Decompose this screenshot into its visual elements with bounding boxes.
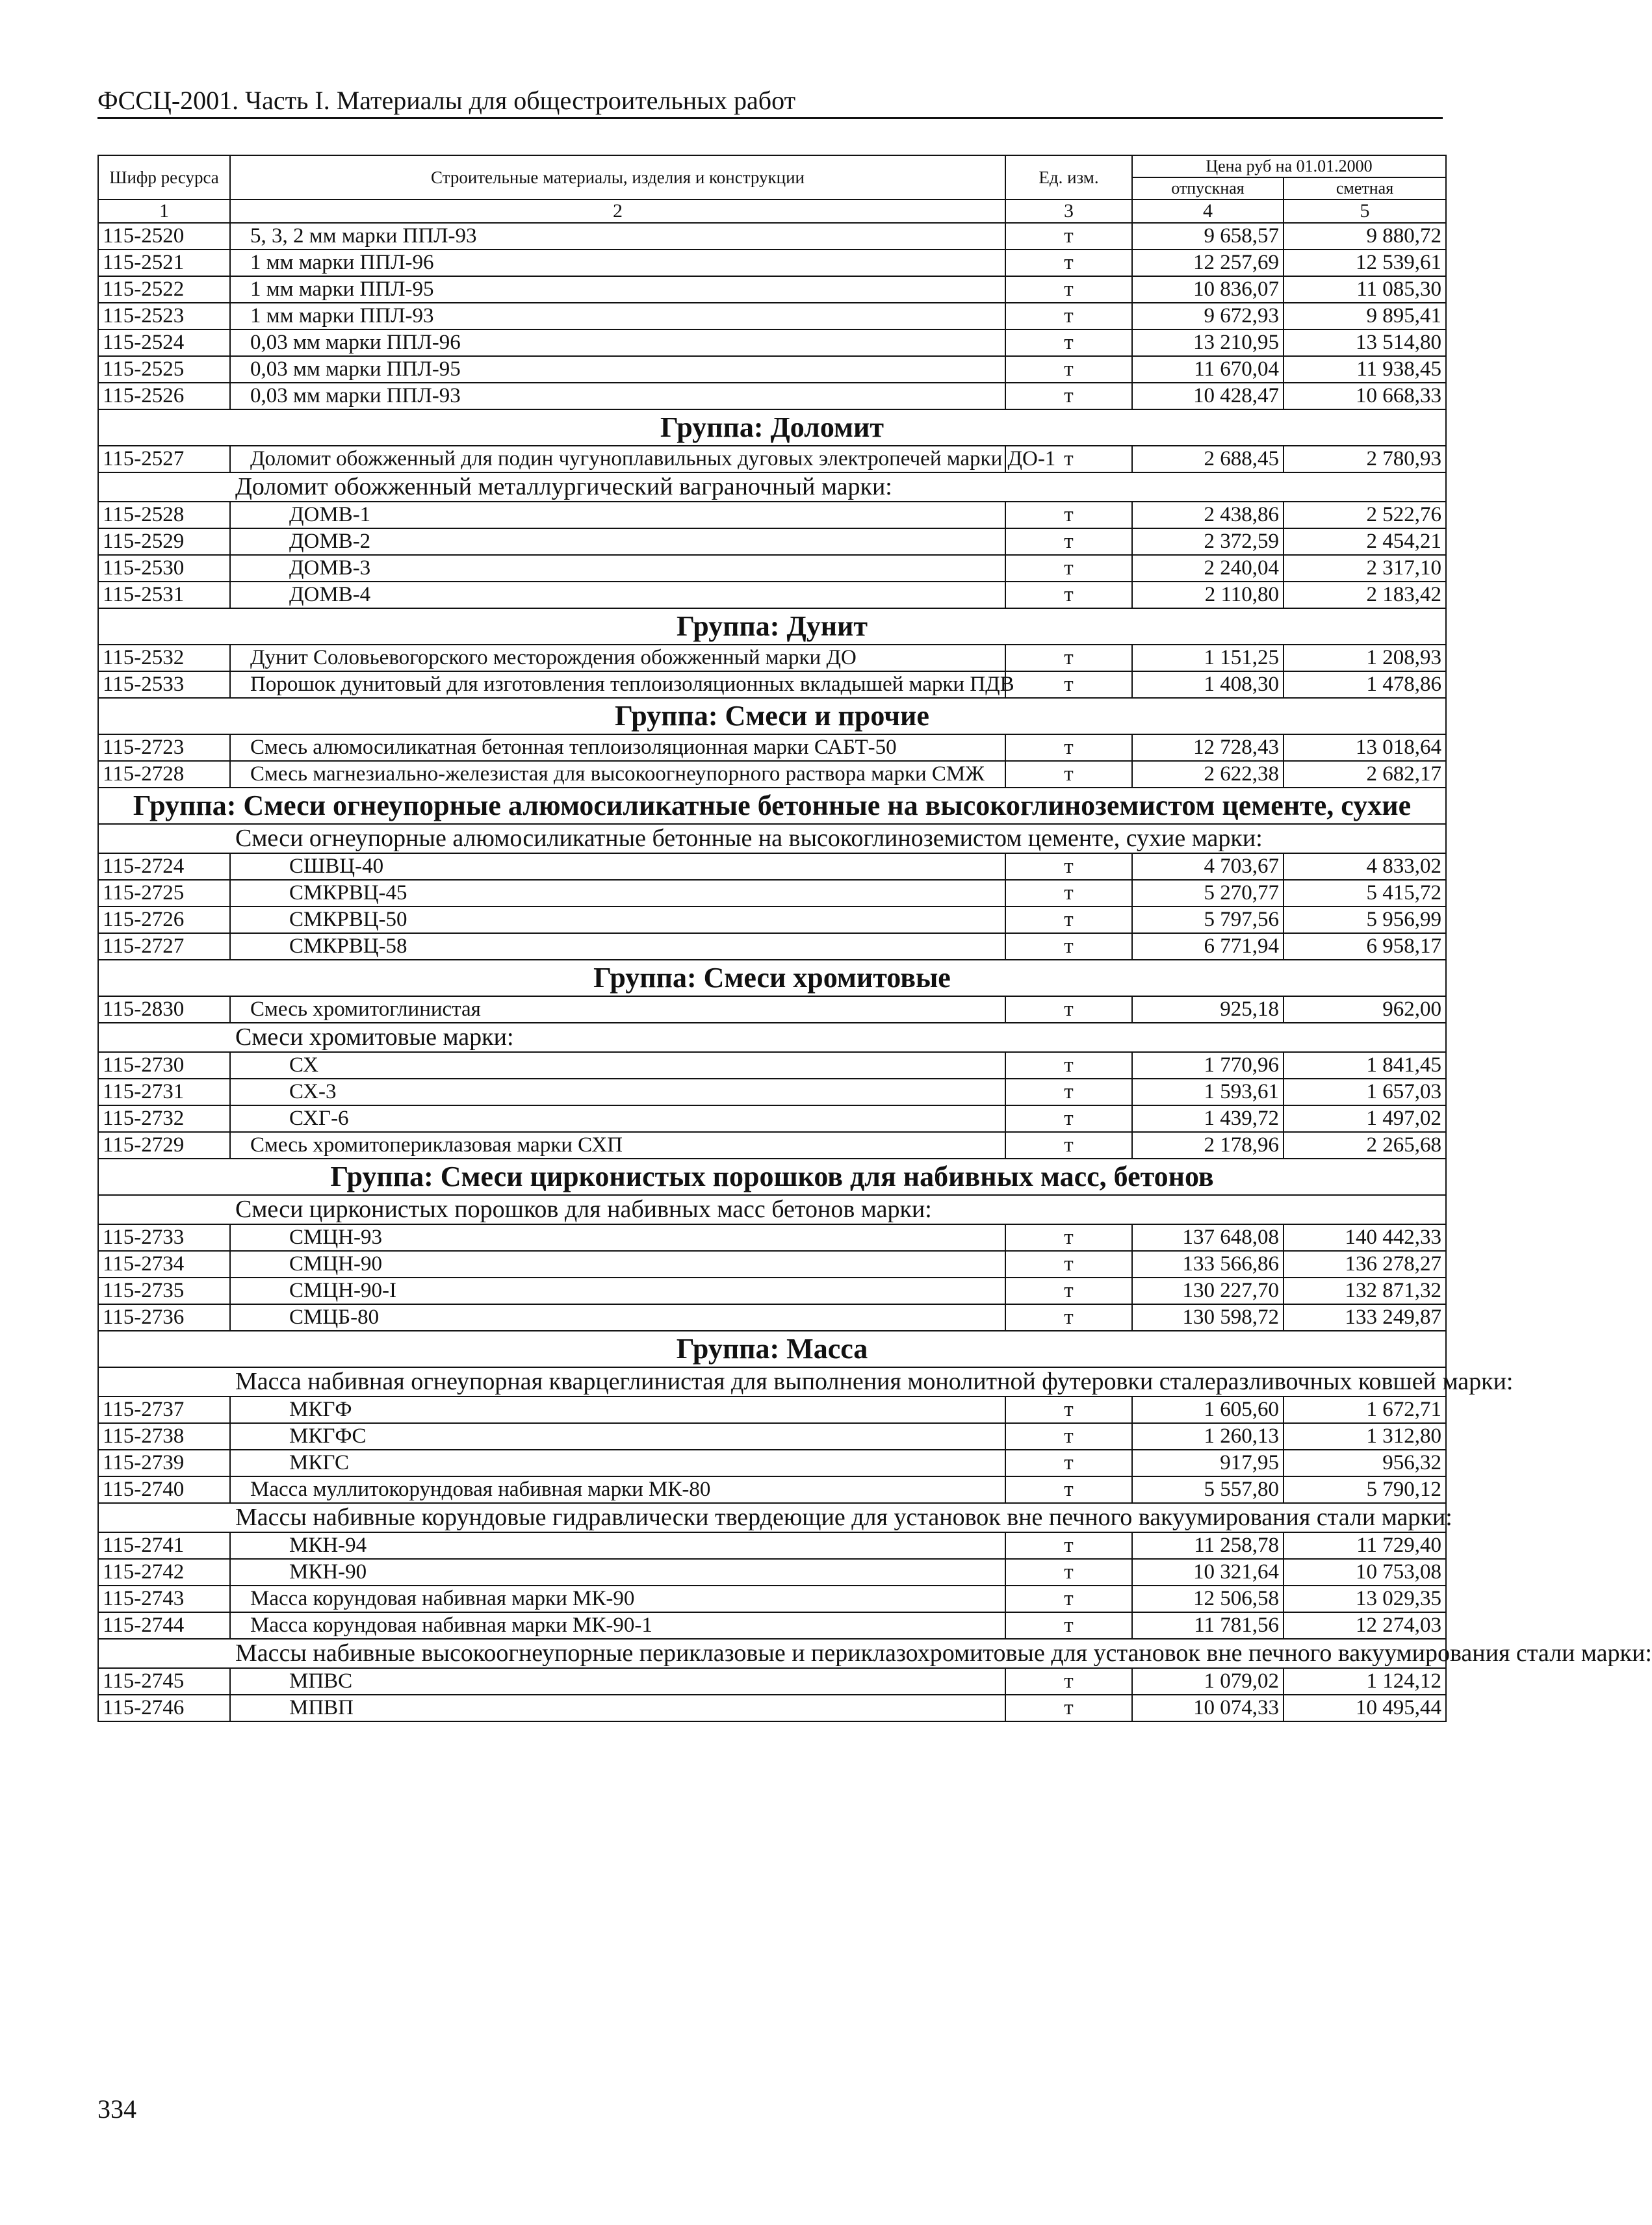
price-release: 10 836,07 — [1132, 276, 1284, 303]
unit-of-measure: т — [1005, 1396, 1132, 1423]
unit-of-measure: т — [1005, 1304, 1132, 1331]
resource-code: 115-2530 — [98, 555, 230, 582]
col-header-price-estimate: сметная — [1284, 177, 1446, 199]
col-header-unit: Ед. изм. — [1005, 155, 1132, 199]
resource-code: 115-2520 — [98, 223, 230, 250]
table-row — [98, 329, 1446, 356]
price-release: 1 439,72 — [1132, 1105, 1284, 1132]
material-name: Масса корундовая набивная марки МК-90 — [230, 1586, 1005, 1612]
material-name: Смесь магнезиально-железистая для высокоогнеупорного раствора марки СМЖ — [230, 761, 1005, 788]
resource-code: 115-2738 — [98, 1423, 230, 1450]
resource-code: 115-2737 — [98, 1396, 230, 1423]
page-number: 334 — [97, 2094, 136, 2124]
table-row — [98, 1251, 1446, 1278]
group-title: Группа: Смеси цирконистых порошков для набивных масс, бетонов — [98, 1159, 1446, 1195]
resource-code: 115-2531 — [98, 582, 230, 608]
price-estimate: 11 729,40 — [1284, 1532, 1446, 1559]
price-estimate: 132 871,32 — [1284, 1278, 1446, 1304]
price-estimate: 5 415,72 — [1284, 880, 1446, 907]
resource-code: 115-2830 — [98, 996, 230, 1023]
resource-code: 115-2731 — [98, 1079, 230, 1105]
material-name: Смесь хромитопериклазовая марки СХП — [230, 1132, 1005, 1159]
unit-of-measure: т — [1005, 1695, 1132, 1721]
unit-of-measure: т — [1005, 1586, 1132, 1612]
resource-code: 115-2521 — [98, 250, 230, 276]
price-release: 11 670,04 — [1132, 356, 1284, 383]
price-release: 10 428,47 — [1132, 383, 1284, 409]
table-row — [98, 1586, 1446, 1612]
resource-code: 115-2532 — [98, 645, 230, 671]
resource-code: 115-2746 — [98, 1695, 230, 1721]
table-row — [98, 1132, 1446, 1159]
subheading-text: Смеси хромитовые марки: — [230, 1023, 1446, 1052]
price-estimate: 2 780,93 — [1284, 446, 1446, 472]
price-release: 2 110,80 — [1132, 582, 1284, 608]
unit-of-measure: т — [1005, 933, 1132, 960]
resource-code: 115-2724 — [98, 853, 230, 880]
price-estimate: 2 265,68 — [1284, 1132, 1446, 1159]
material-name: МПВС — [230, 1668, 1005, 1695]
price-release: 1 770,96 — [1132, 1052, 1284, 1079]
unit-of-measure: т — [1005, 1612, 1132, 1639]
price-estimate: 1 124,12 — [1284, 1668, 1446, 1695]
table-row — [98, 383, 1446, 409]
table-row — [98, 1695, 1446, 1721]
price-estimate: 5 790,12 — [1284, 1476, 1446, 1503]
table-row — [98, 1450, 1446, 1476]
unit-of-measure: т — [1005, 671, 1132, 698]
price-release: 9 672,93 — [1132, 303, 1284, 329]
resource-code: 115-2527 — [98, 446, 230, 472]
table-row — [98, 1396, 1446, 1423]
subheading-row — [98, 472, 1446, 502]
material-name: СХГ-6 — [230, 1105, 1005, 1132]
unit-of-measure: т — [1005, 446, 1132, 472]
material-name: СМЦБ-80 — [230, 1304, 1005, 1331]
price-release: 2 438,86 — [1132, 502, 1284, 528]
resource-code: 115-2745 — [98, 1668, 230, 1695]
unit-of-measure: т — [1005, 1668, 1132, 1695]
subheading-row — [98, 1023, 1446, 1052]
material-name: Масса корундовая набивная марки МК-90-1 — [230, 1612, 1005, 1639]
material-name: 0,03 мм марки ППЛ-96 — [230, 329, 1005, 356]
price-estimate: 1 657,03 — [1284, 1079, 1446, 1105]
material-name: МПВП — [230, 1695, 1005, 1721]
price-release: 2 622,38 — [1132, 761, 1284, 788]
resource-code: 115-2742 — [98, 1559, 230, 1586]
price-estimate: 11 938,45 — [1284, 356, 1446, 383]
empty-cell — [98, 1023, 230, 1052]
col-number: 2 — [230, 199, 1005, 223]
unit-of-measure: т — [1005, 1132, 1132, 1159]
table-row — [98, 276, 1446, 303]
table-row — [98, 1079, 1446, 1105]
price-release: 1 408,30 — [1132, 671, 1284, 698]
price-release: 5 270,77 — [1132, 880, 1284, 907]
empty-cell — [98, 472, 230, 502]
table-row — [98, 1612, 1446, 1639]
price-estimate: 962,00 — [1284, 996, 1446, 1023]
price-estimate: 2 522,76 — [1284, 502, 1446, 528]
unit-of-measure: т — [1005, 1052, 1132, 1079]
price-release: 13 210,95 — [1132, 329, 1284, 356]
material-name: СШВЦ-40 — [230, 853, 1005, 880]
subheading-text: Массы набивные корундовые гидравлически твердеющие для установок вне печного вакуумирования стали марки: — [230, 1503, 1446, 1532]
empty-cell — [98, 1503, 230, 1532]
group-title: Группа: Дунит — [98, 608, 1446, 645]
resource-code: 115-2736 — [98, 1304, 230, 1331]
table-row — [98, 671, 1446, 698]
material-name: ДОМВ-4 — [230, 582, 1005, 608]
resource-code: 115-2739 — [98, 1450, 230, 1476]
resource-code: 115-2743 — [98, 1586, 230, 1612]
price-release: 2 178,96 — [1132, 1132, 1284, 1159]
unit-of-measure: т — [1005, 223, 1132, 250]
table-row — [98, 1559, 1446, 1586]
price-estimate: 136 278,27 — [1284, 1251, 1446, 1278]
resource-code: 115-2525 — [98, 356, 230, 383]
price-release: 11 258,78 — [1132, 1532, 1284, 1559]
table-row — [98, 761, 1446, 788]
table-row — [98, 223, 1446, 250]
material-name: СМЦН-90 — [230, 1251, 1005, 1278]
price-release: 11 781,56 — [1132, 1612, 1284, 1639]
price-estimate: 12 539,61 — [1284, 250, 1446, 276]
price-estimate: 133 249,87 — [1284, 1304, 1446, 1331]
price-estimate: 9 880,72 — [1284, 223, 1446, 250]
material-name: СМКРВЦ-50 — [230, 907, 1005, 933]
material-name: ДОМВ-2 — [230, 528, 1005, 555]
table-row — [98, 1668, 1446, 1695]
resource-code: 115-2741 — [98, 1532, 230, 1559]
group-header-row — [98, 608, 1446, 645]
table-row — [98, 582, 1446, 608]
resource-code: 115-2723 — [98, 734, 230, 761]
price-estimate: 13 018,64 — [1284, 734, 1446, 761]
resource-code: 115-2726 — [98, 907, 230, 933]
price-release: 133 566,86 — [1132, 1251, 1284, 1278]
material-name: МКГФ — [230, 1396, 1005, 1423]
table-row — [98, 1423, 1446, 1450]
table-row — [98, 645, 1446, 671]
price-estimate: 10 753,08 — [1284, 1559, 1446, 1586]
unit-of-measure: т — [1005, 907, 1132, 933]
table-row — [98, 933, 1446, 960]
material-name: Доломит обожженный для подин чугуноплавильных дуговых электропечей марки ДО-1 — [230, 446, 1005, 472]
price-release: 10 321,64 — [1132, 1559, 1284, 1586]
unit-of-measure: т — [1005, 1105, 1132, 1132]
material-name: Смесь хромитоглинистая — [230, 996, 1005, 1023]
material-name: 0,03 мм марки ППЛ-95 — [230, 356, 1005, 383]
table-row — [98, 907, 1446, 933]
table-row — [98, 250, 1446, 276]
material-name: СМКРВЦ-45 — [230, 880, 1005, 907]
unit-of-measure: т — [1005, 853, 1132, 880]
price-estimate: 1 497,02 — [1284, 1105, 1446, 1132]
price-release: 917,95 — [1132, 1450, 1284, 1476]
group-title: Группа: Смеси огнеупорные алюмосиликатные бетонные на высокоглиноземистом цементе, сухие — [98, 788, 1446, 824]
material-name: СХ — [230, 1052, 1005, 1079]
price-estimate: 140 442,33 — [1284, 1224, 1446, 1251]
unit-of-measure: т — [1005, 1476, 1132, 1503]
price-estimate: 1 208,93 — [1284, 645, 1446, 671]
material-name: Масса муллитокорундовая набивная марки МК-80 — [230, 1476, 1005, 1503]
material-name: СМКРВЦ-58 — [230, 933, 1005, 960]
unit-of-measure: т — [1005, 276, 1132, 303]
table-row — [98, 1278, 1446, 1304]
price-release: 12 728,43 — [1132, 734, 1284, 761]
price-estimate: 9 895,41 — [1284, 303, 1446, 329]
price-release: 10 074,33 — [1132, 1695, 1284, 1721]
resource-code: 115-2733 — [98, 1224, 230, 1251]
resource-code: 115-2523 — [98, 303, 230, 329]
material-name: 5, 3, 2 мм марки ППЛ-93 — [230, 223, 1005, 250]
price-release: 1 151,25 — [1132, 645, 1284, 671]
price-estimate: 4 833,02 — [1284, 853, 1446, 880]
table-row — [98, 356, 1446, 383]
material-name: МКН-94 — [230, 1532, 1005, 1559]
unit-of-measure: т — [1005, 356, 1132, 383]
price-estimate: 2 454,21 — [1284, 528, 1446, 555]
subheading-text: Смеси огнеупорные алюмосиликатные бетонные на высокоглиноземистом цементе, сухие марки: — [230, 824, 1446, 853]
price-release: 1 260,13 — [1132, 1423, 1284, 1450]
price-release: 130 598,72 — [1132, 1304, 1284, 1331]
table-header — [98, 155, 1446, 223]
material-name: Смесь алюмосиликатная бетонная теплоизоляционная марки САБТ-50 — [230, 734, 1005, 761]
resource-code: 115-2522 — [98, 276, 230, 303]
price-release: 1 079,02 — [1132, 1668, 1284, 1695]
subheading-row — [98, 1639, 1446, 1668]
table-row — [98, 1532, 1446, 1559]
price-estimate: 13 029,35 — [1284, 1586, 1446, 1612]
subheading-text: Массы набивные высокоогнеупорные периклазовые и периклазохромитовые для установок вне печного вакуумирования стали марки: — [230, 1639, 1446, 1668]
price-estimate: 1 672,71 — [1284, 1396, 1446, 1423]
table-row — [98, 1052, 1446, 1079]
table-row — [98, 528, 1446, 555]
unit-of-measure: т — [1005, 555, 1132, 582]
material-name: Дунит Соловьевогорского месторождения обожженный марки ДО — [230, 645, 1005, 671]
price-estimate: 2 317,10 — [1284, 555, 1446, 582]
price-release: 5 557,80 — [1132, 1476, 1284, 1503]
unit-of-measure: т — [1005, 383, 1132, 409]
col-number: 3 — [1005, 199, 1132, 223]
table-row — [98, 880, 1446, 907]
material-name: СМЦН-93 — [230, 1224, 1005, 1251]
resource-code: 115-2727 — [98, 933, 230, 960]
material-name: СХ-3 — [230, 1079, 1005, 1105]
price-table — [97, 155, 1652, 1722]
unit-of-measure: т — [1005, 1251, 1132, 1278]
unit-of-measure: т — [1005, 1423, 1132, 1450]
unit-of-measure: т — [1005, 996, 1132, 1023]
unit-of-measure: т — [1005, 645, 1132, 671]
resource-code: 115-2732 — [98, 1105, 230, 1132]
unit-of-measure: т — [1005, 880, 1132, 907]
group-header-row — [98, 960, 1446, 996]
unit-of-measure: т — [1005, 303, 1132, 329]
price-release: 2 372,59 — [1132, 528, 1284, 555]
subheading-row — [98, 824, 1446, 853]
unit-of-measure: т — [1005, 1278, 1132, 1304]
price-release: 12 506,58 — [1132, 1586, 1284, 1612]
table-row — [98, 446, 1446, 472]
empty-cell — [98, 1195, 230, 1224]
table-row — [98, 1304, 1446, 1331]
subheading-row — [98, 1367, 1446, 1396]
subheading-text: Доломит обожженный металлургический ваграночный марки: — [230, 472, 1446, 502]
col-header-code: Шифр ресурса — [98, 155, 230, 199]
resource-code: 115-2730 — [98, 1052, 230, 1079]
empty-cell — [98, 1367, 230, 1396]
price-estimate: 1 841,45 — [1284, 1052, 1446, 1079]
price-release: 2 240,04 — [1132, 555, 1284, 582]
resource-code: 115-2728 — [98, 761, 230, 788]
price-estimate: 6 958,17 — [1284, 933, 1446, 960]
unit-of-measure: т — [1005, 734, 1132, 761]
price-release: 1 593,61 — [1132, 1079, 1284, 1105]
group-header-row — [98, 409, 1446, 446]
group-title: Группа: Масса — [98, 1331, 1446, 1367]
table-row — [98, 1105, 1446, 1132]
table-row — [98, 996, 1446, 1023]
material-name: МКГФС — [230, 1423, 1005, 1450]
group-header-row — [98, 1159, 1446, 1195]
price-release: 12 257,69 — [1132, 250, 1284, 276]
unit-of-measure: т — [1005, 1224, 1132, 1251]
table-row — [98, 1224, 1446, 1251]
material-name: Порошок дунитовый для изготовления теплоизоляционных вкладышей марки ПДВ — [230, 671, 1005, 698]
resource-code: 115-2528 — [98, 502, 230, 528]
unit-of-measure: т — [1005, 761, 1132, 788]
resource-code: 115-2740 — [98, 1476, 230, 1503]
price-estimate: 1 312,80 — [1284, 1423, 1446, 1450]
unit-of-measure: т — [1005, 1559, 1132, 1586]
unit-of-measure: т — [1005, 582, 1132, 608]
table-row — [98, 555, 1446, 582]
price-estimate: 11 085,30 — [1284, 276, 1446, 303]
price-estimate: 12 274,03 — [1284, 1612, 1446, 1639]
resource-code: 115-2526 — [98, 383, 230, 409]
subheading-row — [98, 1195, 1446, 1224]
material-name: 1 мм марки ППЛ-96 — [230, 250, 1005, 276]
unit-of-measure: т — [1005, 502, 1132, 528]
unit-of-measure: т — [1005, 528, 1132, 555]
price-release: 9 658,57 — [1132, 223, 1284, 250]
price-release: 4 703,67 — [1132, 853, 1284, 880]
col-header-name: Строительные материалы, изделия и конструкции — [230, 155, 1005, 199]
resource-code: 115-2729 — [98, 1132, 230, 1159]
material-name: 1 мм марки ППЛ-95 — [230, 276, 1005, 303]
group-header-row — [98, 788, 1446, 824]
col-header-price-release: отпускная — [1132, 177, 1284, 199]
resource-code: 115-2734 — [98, 1251, 230, 1278]
price-estimate: 10 495,44 — [1284, 1695, 1446, 1721]
price-estimate: 13 514,80 — [1284, 329, 1446, 356]
table-row — [98, 853, 1446, 880]
resource-code: 115-2529 — [98, 528, 230, 555]
unit-of-measure: т — [1005, 1532, 1132, 1559]
resource-code: 115-2524 — [98, 329, 230, 356]
material-name: МКН-90 — [230, 1559, 1005, 1586]
price-estimate: 5 956,99 — [1284, 907, 1446, 933]
page-header: ФССЦ-2001. Часть I. Материалы для общестроительных работ — [97, 86, 1443, 119]
material-name: МКГС — [230, 1450, 1005, 1476]
empty-cell — [98, 1639, 230, 1668]
col-number: 4 — [1132, 199, 1284, 223]
unit-of-measure: т — [1005, 329, 1132, 356]
table-row — [98, 734, 1446, 761]
empty-cell — [98, 824, 230, 853]
subheading-row — [98, 1503, 1446, 1532]
material-name: 0,03 мм марки ППЛ-93 — [230, 383, 1005, 409]
subheading-text: Масса набивная огнеупорная кварцеглинистая для выполнения монолитной футеровки сталеразливочных ковшей марки: — [230, 1367, 1446, 1396]
price-estimate: 2 682,17 — [1284, 761, 1446, 788]
price-release: 6 771,94 — [1132, 933, 1284, 960]
price-release: 5 797,56 — [1132, 907, 1284, 933]
group-header-row — [98, 698, 1446, 734]
col-number: 5 — [1284, 199, 1446, 223]
price-estimate: 10 668,33 — [1284, 383, 1446, 409]
material-name: ДОМВ-1 — [230, 502, 1005, 528]
material-name: ДОМВ-3 — [230, 555, 1005, 582]
material-name: 1 мм марки ППЛ-93 — [230, 303, 1005, 329]
unit-of-measure: т — [1005, 250, 1132, 276]
resource-code: 115-2725 — [98, 880, 230, 907]
subheading-text: Смеси цирконистых порошков для набивных масс бетонов марки: — [230, 1195, 1446, 1224]
col-number: 1 — [98, 199, 230, 223]
resource-code: 115-2735 — [98, 1278, 230, 1304]
material-name: СМЦН-90-I — [230, 1278, 1005, 1304]
unit-of-measure: т — [1005, 1079, 1132, 1105]
group-header-row — [98, 1331, 1446, 1367]
table-row — [98, 1476, 1446, 1503]
col-header-price-group: Цена руб на 01.01.2000 — [1132, 155, 1446, 177]
group-title: Группа: Смеси и прочие — [98, 698, 1446, 734]
resource-code: 115-2533 — [98, 671, 230, 698]
table-body — [98, 223, 1652, 1721]
group-title: Группа: Доломит — [98, 409, 1446, 446]
price-release: 2 688,45 — [1132, 446, 1284, 472]
unit-of-measure: т — [1005, 1450, 1132, 1476]
price-estimate: 1 478,86 — [1284, 671, 1446, 698]
price-estimate: 2 183,42 — [1284, 582, 1446, 608]
table-row — [98, 303, 1446, 329]
price-release: 925,18 — [1132, 996, 1284, 1023]
group-title: Группа: Смеси хромитовые — [98, 960, 1446, 996]
price-estimate: 956,32 — [1284, 1450, 1446, 1476]
price-release: 130 227,70 — [1132, 1278, 1284, 1304]
price-release: 137 648,08 — [1132, 1224, 1284, 1251]
price-release: 1 605,60 — [1132, 1396, 1284, 1423]
table-row — [98, 502, 1446, 528]
resource-code: 115-2744 — [98, 1612, 230, 1639]
